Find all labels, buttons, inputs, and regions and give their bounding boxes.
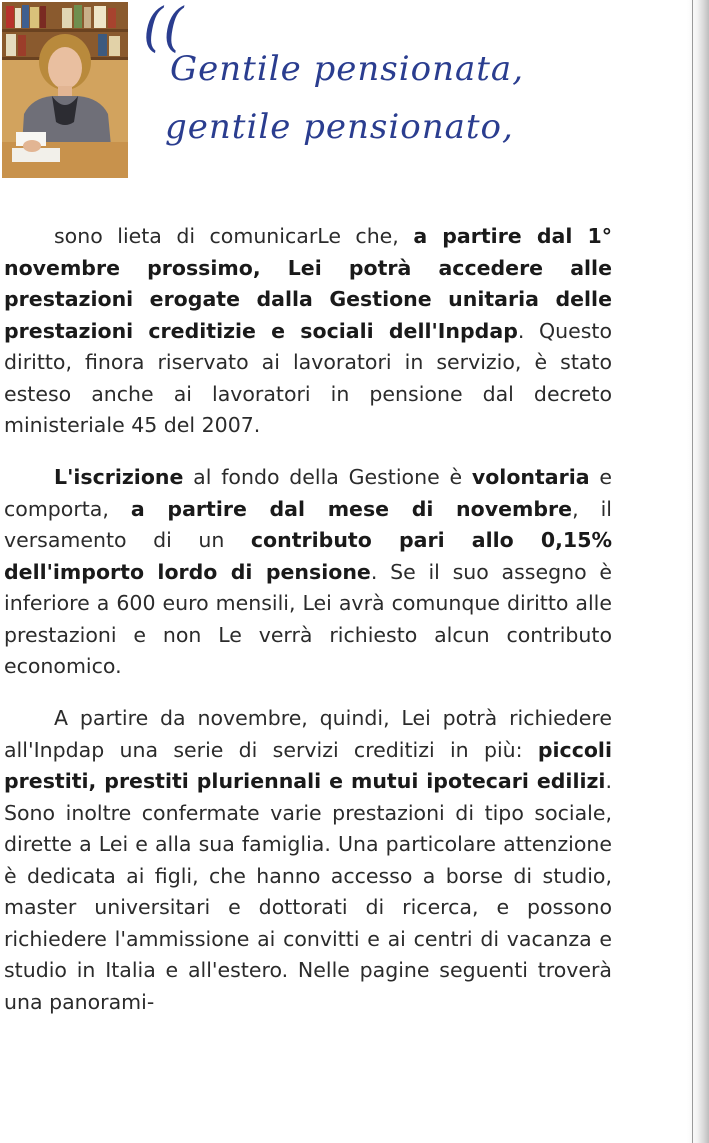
paragraph-2 bbox=[4, 462, 612, 683]
opening-quote-mark: (( bbox=[143, 0, 184, 58]
paragraph-2-bold-2: volontaria bbox=[471, 465, 590, 489]
paragraph-3 bbox=[4, 703, 612, 1018]
paragraph-1-text-2: . Questo diritto, finora riservato ai lavoratori in servizio, è stato esteso anche ai lavoratori in pensione dal decreto ministeriale 45 del 2007. bbox=[4, 318, 612, 437]
paragraph-2-text-4: . Se il suo assegno è inferiore a 600 euro mensili, Lei avrà comunque diritto alle prestazioni e non Le verrà richiesto alcun contributo economico. bbox=[4, 559, 612, 678]
paragraph-1-bold-1: a partire dal 1° novembre prossimo, Lei potrà accedere alle prestazioni erogate dalla Gestione unitaria delle prestazioni creditizie e sociali dell'Inpdap bbox=[4, 224, 612, 343]
author-photo bbox=[2, 2, 128, 178]
paragraph-1 bbox=[4, 221, 612, 442]
paragraph-1-text-1: sono lieta di comunicarLe che, bbox=[54, 224, 414, 248]
paragraph-2-text-3: , il versamento di un bbox=[4, 496, 612, 552]
page-fold-line bbox=[692, 0, 693, 1143]
paragraph-3-bold-1: piccoli prestiti, prestiti pluriennali e mutui ipotecari edilizi bbox=[4, 737, 612, 793]
greeting-line-1: Gentile pensionata, bbox=[170, 49, 525, 89]
greeting bbox=[165, 49, 525, 147]
paragraph-2-bold-4: contributo pari allo 0,15% dell'importo lordo di pensione bbox=[4, 528, 612, 584]
paragraph-2-text-1: al fondo della Gestione è bbox=[183, 465, 472, 489]
paragraph-2-bold-1: L'iscrizione bbox=[54, 465, 184, 489]
greeting-line-2: gentile pensionato, bbox=[165, 107, 514, 147]
paragraph-2-bold-3: a partire dal mese di novembre bbox=[130, 496, 573, 521]
paragraph-2-text-2: e comporta, bbox=[4, 465, 612, 521]
page-fold-shadow bbox=[687, 0, 709, 1143]
paragraph-3-text-2: . Sono inoltre confermate varie prestazioni di tipo sociale, dirette a Lei e alla sua famiglia. Una particolare attenzione è dedicata ai figli, che hanno accesso a borse di studio, master universitari e dottorati di ricerca, e possono richiedere l'ammissione ai convitti e ai centri di vacanza e studio in Italia e all'estero. Nelle pagine seguenti troverà una panorami- bbox=[4, 769, 612, 1014]
paragraph-3-text-1: A partire da novembre, quindi, Lei potrà richiedere all'Inpdap una serie di servizi creditizi in più: bbox=[4, 706, 612, 762]
